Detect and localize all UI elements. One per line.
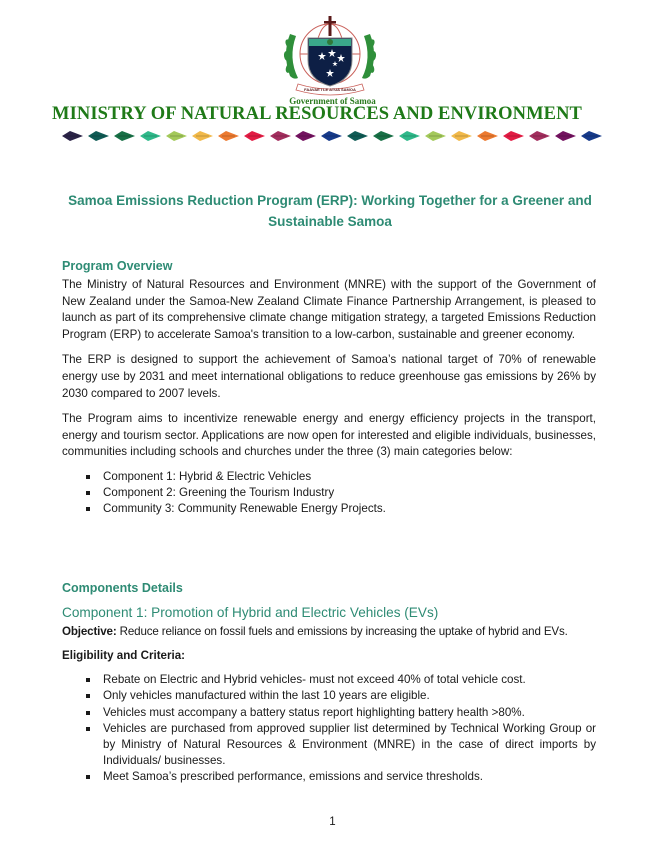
diamond-icon — [555, 130, 576, 142]
government-label: Government of Samoa — [289, 96, 376, 106]
diamond-icon — [192, 130, 213, 142]
decorative-diamond-row — [62, 128, 602, 144]
list-item: Vehicles are purchased from approved supplier list determined by Technical Working Group or by Ministry of Natural Resources & Environment (MNRE) in the case of direct imports by Individuals/ businesses. — [62, 721, 596, 770]
component-1-objective — [62, 624, 596, 641]
objective-label: Objective: — [62, 625, 117, 638]
diamond-icon — [88, 130, 109, 142]
list-item: Meet Samoa’s prescribed performance, emissions and service thresholds. — [62, 769, 596, 785]
bullet-icon — [86, 507, 90, 511]
diamond-icon — [373, 130, 394, 142]
diamond-icon — [62, 130, 83, 142]
ministry-name: MINISTRY OF NATURAL RESOURCES AND ENVIRONMENT — [52, 104, 582, 124]
list-item: Only vehicles manufactured within the last 10 years are eligible. — [62, 688, 596, 704]
bullet-icon — [86, 475, 90, 479]
program-overview-heading: Program Overview — [62, 259, 173, 273]
overview-paragraph-2: The ERP is designed to support the achievement of Samoa’s national target of 70% of renewable energy use by 2031 and meet international obligations to reduce greenhouse gas emissions by 26% by 2030 compared to 2007 levels. — [62, 353, 596, 400]
bullet-icon — [86, 775, 90, 779]
samoa-coat-of-arms — [278, 14, 382, 96]
diamond-icon — [140, 130, 161, 142]
list-item: Component 2: Greening the Tourism Industry — [62, 485, 596, 501]
diamond-icon — [295, 130, 316, 142]
bullet-icon — [86, 711, 90, 715]
bullet-icon — [86, 678, 90, 682]
diamond-icon — [399, 130, 420, 142]
diamond-icon — [581, 130, 602, 142]
diamond-icon — [529, 130, 550, 142]
list-item: Rebate on Electric and Hybrid vehicles- must not exceed 40% of total vehicle cost. — [62, 672, 596, 688]
diamond-icon — [166, 130, 187, 142]
diamond-icon — [347, 130, 368, 142]
category-list — [62, 469, 596, 518]
components-section — [62, 581, 596, 786]
list-item: Community 3: Community Renewable Energy Projects. — [62, 501, 596, 517]
diamond-icon — [244, 130, 265, 142]
component-1-title: Component 1: Promotion of Hybrid and Electric Vehicles (EVs) — [62, 605, 439, 620]
cross-icon — [324, 16, 336, 36]
list-item: Component 1: Hybrid & Electric Vehicles — [62, 469, 596, 485]
components-details-heading: Components Details — [62, 581, 183, 595]
eligibility-heading: Eligibility and Criteria: — [62, 648, 186, 662]
page-number: 1 — [329, 816, 336, 828]
objective-text: Reduce reliance on fossil fuels and emissions by increasing the uptake of hybrid and EVs. — [116, 625, 568, 638]
bullet-icon — [86, 491, 90, 495]
program-overview-section — [62, 259, 596, 518]
diamond-icon — [321, 130, 342, 142]
svg-text:FAAVAE I LE ATUA SAMOA: FAAVAE I LE ATUA SAMOA — [304, 87, 356, 92]
diamond-icon — [270, 130, 291, 142]
document-title: Samoa Emissions Reduction Program (ERP): Working Together for a Greener and Sustainable Samoa — [68, 193, 592, 229]
bullet-icon — [86, 694, 90, 698]
bullet-icon — [86, 727, 90, 731]
overview-paragraph-1: The Ministry of Natural Resources and Environment (MNRE) with the support of the Government of New Zealand under the Samoa-New Zealand Climate Finance Partnership Arrangement, is pleased to launch as part of its comprehensive climate change mitigation strategy, a targeted Emissions Reduction Program (ERP) to accelerate Samoa's transition to a low-carbon, sustainable and greener economy. — [62, 278, 596, 341]
diamond-icon — [218, 130, 239, 142]
diamond-icon — [425, 130, 446, 142]
overview-paragraph-3: The Program aims to incentivize renewable energy and energy efficiency projects in the transport, energy and tourism sector. Applications are now open for interested and eligible individuals, businesses, communities including schools and churches under the three (3) main categories below: — [62, 412, 596, 459]
eligibility-criteria-list — [62, 672, 596, 785]
diamond-icon — [451, 130, 472, 142]
list-item: Vehicles must accompany a battery status report highlighting battery health >80%. — [62, 705, 596, 721]
diamond-icon — [114, 130, 135, 142]
diamond-icon — [503, 130, 524, 142]
diamond-icon — [477, 130, 498, 142]
